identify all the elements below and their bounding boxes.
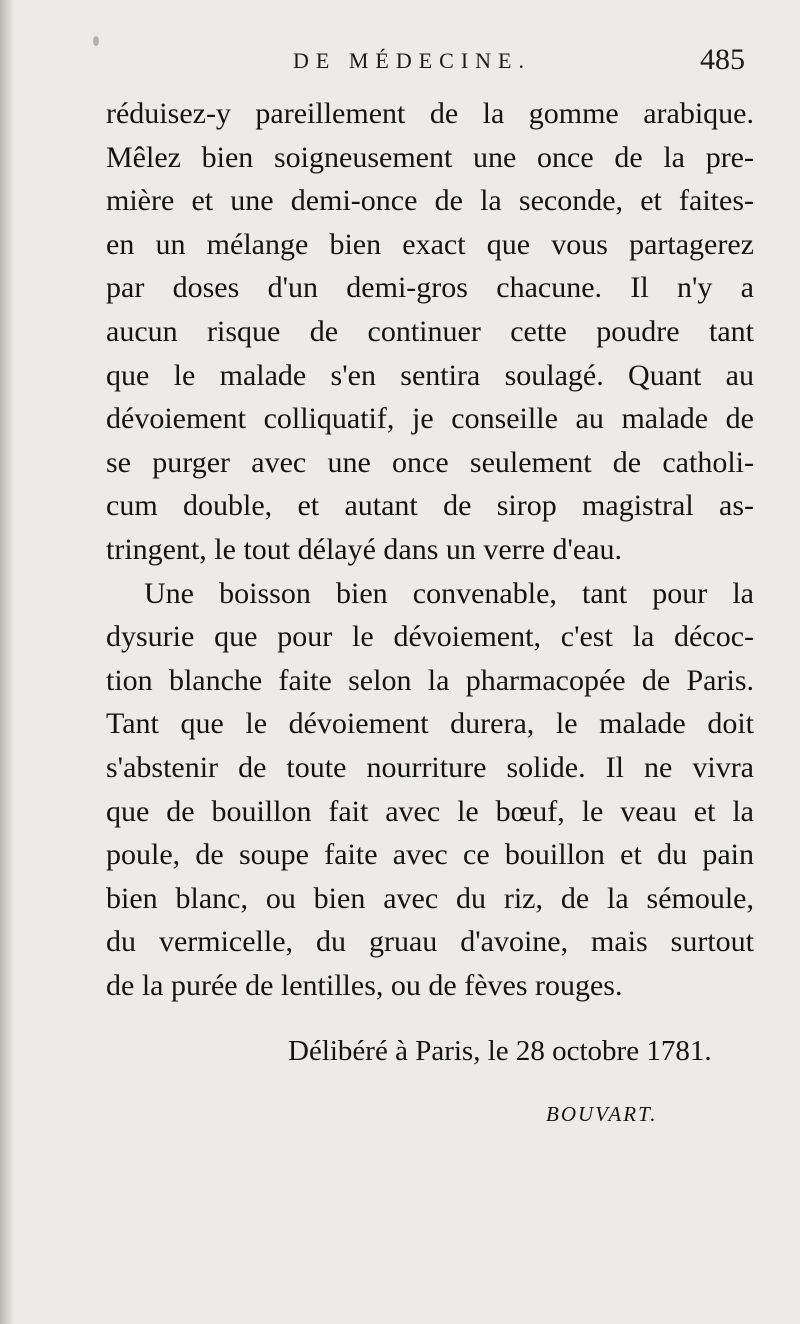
page-number: 485: [700, 43, 745, 76]
text-line: dysurie que pour le dévoiement, c'est la décoc-: [106, 620, 754, 654]
text-line: par doses d'un demi-gros chacune. Il n'y a: [106, 271, 754, 305]
page-header: [0, 40, 800, 80]
text-line: bien blanc, ou bien avec du riz, de la sémoule,: [106, 881, 754, 915]
text-line: mière et une demi-once de la seconde, et faites-: [106, 184, 754, 218]
text-line: de la purée de lentilles, ou de fèves rouges.: [106, 968, 623, 1002]
text-line: cum double, et autant de sirop magistral as-: [106, 489, 754, 523]
text-line: tion blanche faite selon la pharmacopée de Paris.: [106, 663, 754, 697]
text-line: poule, de soupe faite avec ce bouillon et du pain: [106, 838, 754, 872]
text-line: réduisez-y pareillement de la gomme arabique.: [106, 97, 754, 130]
text-line: Mêlez bien soigneusement une once de la pre-: [106, 140, 754, 174]
text-line: que de bouillon fait avec le bœuf, le veau et la: [106, 794, 754, 828]
signature-date-line: Délibéré à Paris, le 28 octobre 1781.: [288, 1035, 712, 1067]
signature-name: BOUVART.: [546, 1102, 658, 1126]
text-line: dévoiement colliquatif, je conseille au malade de: [106, 402, 754, 436]
text-line: que le malade s'en sentira soulagé. Quant au: [106, 358, 754, 392]
text-line: aucun risque de continuer cette poudre tant: [106, 314, 754, 348]
text-line: en un mélange bien exact que vous partagerez: [106, 227, 754, 261]
text-line: tringent, le tout délayé dans un verre d'eau.: [106, 532, 623, 566]
text-line: Tant que le dévoiement durera, le malade doit: [106, 707, 754, 741]
text-line: du vermicelle, du gruau d'avoine, mais surtout: [106, 925, 754, 959]
body-text: [106, 92, 754, 1007]
running-head: DE MÉDECINE.: [293, 48, 531, 73]
text-line: s'abstenir de toute nourriture solide. Il ne vivra: [106, 750, 754, 784]
paragraph-start-line: Une boisson bien convenable, tant pour la: [144, 576, 754, 610]
text-line: se purger avec une once seulement de catholi-: [106, 445, 754, 479]
